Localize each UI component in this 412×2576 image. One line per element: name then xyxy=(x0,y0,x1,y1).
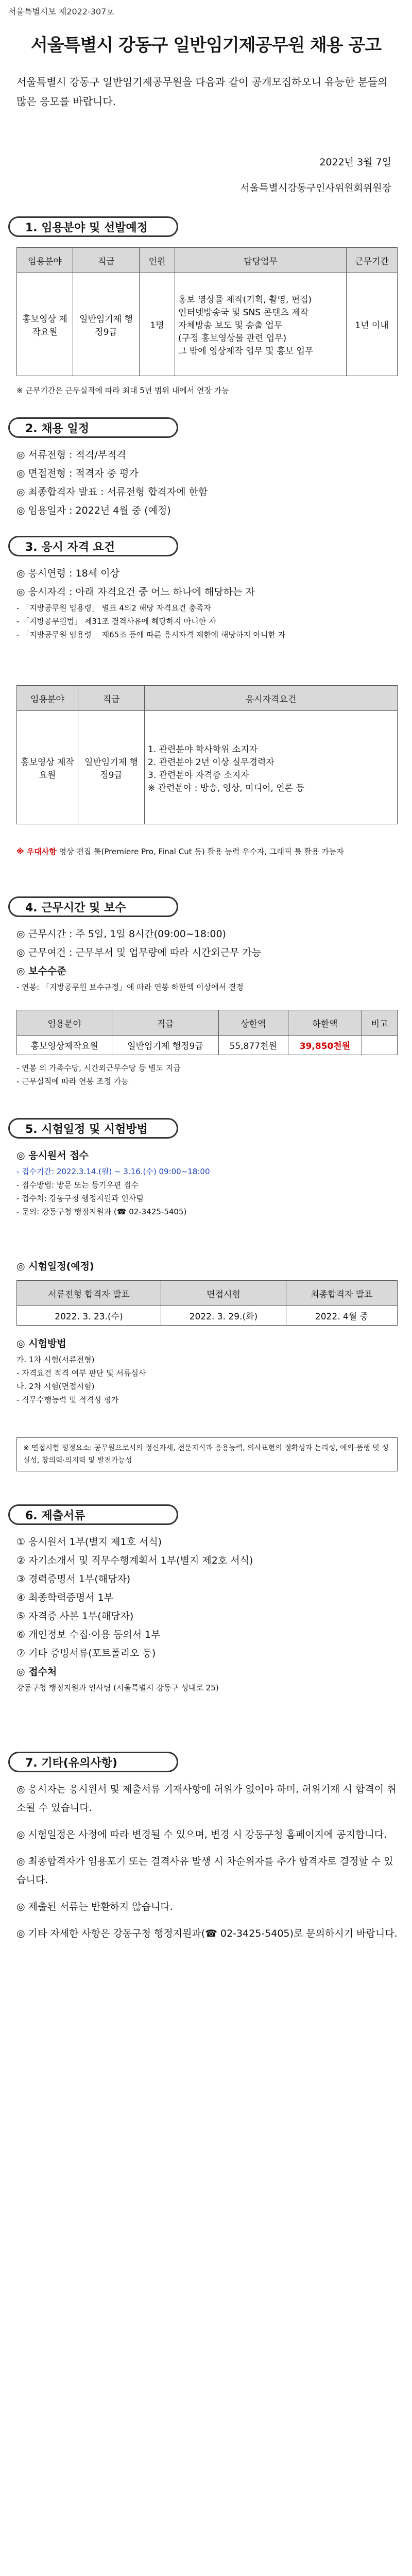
list-item: - 연봉 외 가족수당, 시간외근무수당 등 별도 지급 xyxy=(16,1063,181,1073)
list-item: - 「지방공무원법」 제31조 결격사유에 해당하지 아니한 자 xyxy=(16,617,216,626)
schedule-table xyxy=(16,1280,398,1326)
table-header: 면접시험 xyxy=(161,1281,286,1306)
work-hours-list xyxy=(16,925,398,994)
exam-label: ◎ 응시원서 접수 xyxy=(16,1150,89,1161)
list-item: - 직무수행능력 및 적격성 평가 xyxy=(16,1395,119,1404)
table-header: 근무기간 xyxy=(347,248,398,273)
position-duties xyxy=(175,273,347,376)
sched-label-text: ◎ 시험일정(예정) xyxy=(16,1261,94,1272)
list-item: ◎ 근무여건 : 근무부서 및 업무량에 따라 시간외근무 가능 xyxy=(16,947,262,958)
table-header: 상한액 xyxy=(218,1010,288,1036)
list-item: - 접수방법: 방문 또는 등기우편 접수 xyxy=(16,1180,139,1190)
sched-label xyxy=(16,1257,398,1276)
pay-notes xyxy=(16,1061,398,1088)
list-item: ◎ 시험일정은 사정에 따라 변경될 수 있으며, 변경 시 강동구청 홈페이지에 공지합니다. xyxy=(16,1829,387,1840)
eligibility-list xyxy=(16,564,398,641)
exam-methods xyxy=(16,1334,398,1406)
section-6-heading: 6. 제출서류 xyxy=(8,1504,178,1525)
table-cell: 2022. 4월 중 xyxy=(286,1306,397,1326)
table-header: 임용분야 xyxy=(17,248,73,273)
preference-label: ※ 우대사항 xyxy=(16,847,57,856)
list-item: ◎ 응시자는 응시원서 및 제출서류 기재사항에 허위가 없어야 하며, 허위기재 시 합격이 취소될 수 있습니다. xyxy=(16,1784,397,1814)
table-cell: 2022. 3. 29.(화) xyxy=(161,1306,286,1326)
table-cell: 2022. 3. 23.(수) xyxy=(17,1306,161,1326)
table-cell: 55,877천원 xyxy=(218,1036,288,1055)
application-info xyxy=(16,1146,398,1218)
list-item: ◎ 응시연령 : 18세 이상 xyxy=(16,568,119,579)
section-1-heading: 1. 임용분야 및 선발예정 xyxy=(8,216,178,237)
preference-text: 영상 편집 툴(Premiere Pro, Final Cut 등) 활용 능력 우수자, 그래픽 툴 활용 가능자 xyxy=(59,847,344,856)
list-item: - 「지방공무원 임용령」 별표 4의2 해당 자격요건 충족자 xyxy=(16,603,211,613)
section-3-heading: 3. 응시 자격 요건 xyxy=(8,536,178,556)
method-label: ◎ 시험방법 xyxy=(16,1338,66,1349)
table-header: 직급 xyxy=(73,248,140,273)
list-item: - 자격요건 적격 여부 판단 및 서류심사 xyxy=(16,1368,146,1378)
pay-table xyxy=(16,1010,398,1055)
list-item: 나. 2차 시험(면접시험) xyxy=(16,1382,95,1391)
list-item: ⑤ 자격증 사본 1부(해당자) xyxy=(16,1611,134,1622)
duty-item: 자체방송 보도 및 송출 업무 xyxy=(178,320,283,331)
table-cell xyxy=(362,1036,398,1055)
table-cell: 홍보영상제작요원 xyxy=(17,1036,112,1055)
table-header: 서류전형 합격자 발표 xyxy=(17,1281,161,1306)
table-header: 비고 xyxy=(362,1010,398,1036)
list-item: - 문의: 강동구청 행정지원과 (☎ 02-3425-5405) xyxy=(16,1207,187,1216)
list-item: ◎ 근무시간 : 주 5일, 1일 8시간(09:00~18:00) xyxy=(16,928,226,940)
list-item: 가. 1차 시험(서류전형) xyxy=(16,1355,95,1364)
table-cell: 39,850천원 xyxy=(288,1036,362,1055)
list-item: ◎ 기타 자세한 사항은 강동구청 행정지원과(☎ 02-3425-5405)로 문의하시기 바랍니다. xyxy=(16,1928,398,1939)
list-item: ◎ 응시자격 : 아래 자격요건 중 어느 하나에 해당하는 자 xyxy=(16,586,255,598)
intro-paragraph: 서울특별시 강동구 일반임기제공무원을 다음과 같이 공개모집하오니 유능한 분들의 많은 응모를 바랍니다. xyxy=(16,76,388,108)
position-count: 1명 xyxy=(140,273,175,376)
list-item: ⑦ 기타 증빙서류(포트폴리오 등) xyxy=(16,1648,156,1659)
section-1-note: ※ 근무기간은 근무실적에 따라 최대 5년 범위 내에서 연장 가능 xyxy=(16,386,229,395)
interview-criteria-box: ※ 면접시험 평정요소: 공무원으로서의 정신자세, 전문지식과 응용능력, 의사표현의 정확성과 논리성, 예의·품행 및 성실성, 창의력·의지력 및 발전가능성 xyxy=(16,1437,398,1471)
bulletin-number: 서울특별시보 제2022-307호 xyxy=(8,7,114,16)
pay-note: - 연봉: 「지방공무원 보수규정」에 따라 연봉 하한액 이상에서 결정 xyxy=(16,982,244,992)
section-7-heading: 7. 기타(유의사항) xyxy=(8,1752,178,1772)
duty-item: 인터넷방송국 및 SNS 콘텐츠 제작 xyxy=(178,308,308,318)
table-header: 임용분야 xyxy=(17,686,78,711)
list-item: - 「지방공무원 임용령」 제65조 등에 따른 응시자격 제한에 해당하지 아니한 자 xyxy=(16,630,286,639)
list-item: ◎ 임용일자 : 2022년 4월 중 (예정) xyxy=(16,505,171,516)
notes-list xyxy=(16,1780,398,1951)
table-header: 담당업무 xyxy=(175,248,347,273)
section-4-heading: 4. 근무시간 및 보수 xyxy=(8,896,178,917)
table-header: 최종합격자 발표 xyxy=(286,1281,397,1306)
list-item: ③ 경력증명서 1부(해당자) xyxy=(16,1573,131,1585)
requirement-item: 1. 관련분야 학사학위 소지자 xyxy=(148,744,258,755)
table-header: 직급 xyxy=(112,1010,218,1036)
schedule-list xyxy=(16,446,398,520)
list-item: - 접수처: 강동구청 행정지원과 인사팀 xyxy=(16,1194,144,1203)
list-item: ① 응시원서 1부(별지 제1호 서식) xyxy=(16,1536,162,1548)
positions-table xyxy=(16,247,398,376)
list-item: - 접수기간: 2022.3.14.(월) ~ 3.16.(수) 09:00~18:00 xyxy=(16,1167,210,1176)
duty-item: 홍보 영상물 제작(기획, 촬영, 편집) xyxy=(178,295,312,305)
req-field: 홍보영상 제작요원 xyxy=(17,711,78,824)
table-header: 인원 xyxy=(140,248,175,273)
requirement-item: 2. 관련분야 2년 이상 실무경력자 xyxy=(148,757,274,768)
submit-label: ◎ 접수처 xyxy=(16,1666,57,1677)
list-item: ◎ 면접전형 : 적격자 중 평가 xyxy=(16,468,139,479)
duty-item: (구정 홍보영상물 관련 업무) xyxy=(178,333,287,344)
table-header: 응시자격요건 xyxy=(145,686,398,711)
requirement-item: 3. 관련분야 자격증 소지자 xyxy=(148,770,249,781)
list-item: ◎ 서류전형 : 적격/부적격 xyxy=(16,449,126,461)
list-item: - 근무실적에 따라 연봉 조정 가능 xyxy=(16,1077,129,1086)
list-item: ◎ 최종합격자 발표 : 서류전형 합격자에 한함 xyxy=(16,486,208,498)
req-details xyxy=(145,711,398,824)
list-item: ⑥ 개인정보 수집·이용 동의서 1부 xyxy=(16,1629,161,1640)
issuing-organization: 서울특별시강동구인사위원회위원장 xyxy=(240,182,391,194)
duty-item: 그 밖에 영상제작 업무 및 홍보 업무 xyxy=(178,346,314,357)
position-grade: 일반임기제 행정9급 xyxy=(73,273,140,376)
requirement-item: ※ 관련분야 : 방송, 영상, 미디어, 언론 등 xyxy=(148,783,304,793)
list-item: ② 자기소개서 및 직무수행계획서 1부(별지 제2호 서식) xyxy=(16,1555,253,1566)
req-grade: 일반임기제 행정9급 xyxy=(78,711,145,824)
section-2-heading: 2. 채용 일정 xyxy=(8,417,178,438)
list-item: ④ 최종학력증명서 1부 xyxy=(16,1592,114,1603)
section-5-heading: 5. 시험일정 및 시험방법 xyxy=(8,1118,178,1139)
submit-address: 강동구청 행정지원과 인사팀 (서울특별시 강동구 성내로 25) xyxy=(16,1683,219,1692)
table-header: 하한액 xyxy=(288,1010,362,1036)
page-title: 서울특별시 강동구 일반임기제공무원 채용 공고 xyxy=(30,35,382,56)
table-header: 임용분야 xyxy=(17,1010,112,1036)
pay-label: ◎ 보수수준 xyxy=(16,965,66,977)
preference-note xyxy=(16,845,398,858)
position-field: 홍보영상 제작요원 xyxy=(17,273,73,376)
documents-list xyxy=(16,1533,398,1694)
requirements-table xyxy=(16,685,398,824)
position-period: 1년 이내 xyxy=(347,273,398,376)
list-item: ◎ 최종합격자가 임용포기 또는 결격사유 발생 시 차순위자를 추가 합격자로 결정할 수 있습니다. xyxy=(16,1856,393,1886)
table-header: 직급 xyxy=(78,686,145,711)
announcement-date: 2022년 3월 7일 xyxy=(319,157,391,168)
list-item: ◎ 제출된 서류는 반환하지 않습니다. xyxy=(16,1901,173,1912)
table-cell: 일반임기제 행정9급 xyxy=(112,1036,218,1055)
